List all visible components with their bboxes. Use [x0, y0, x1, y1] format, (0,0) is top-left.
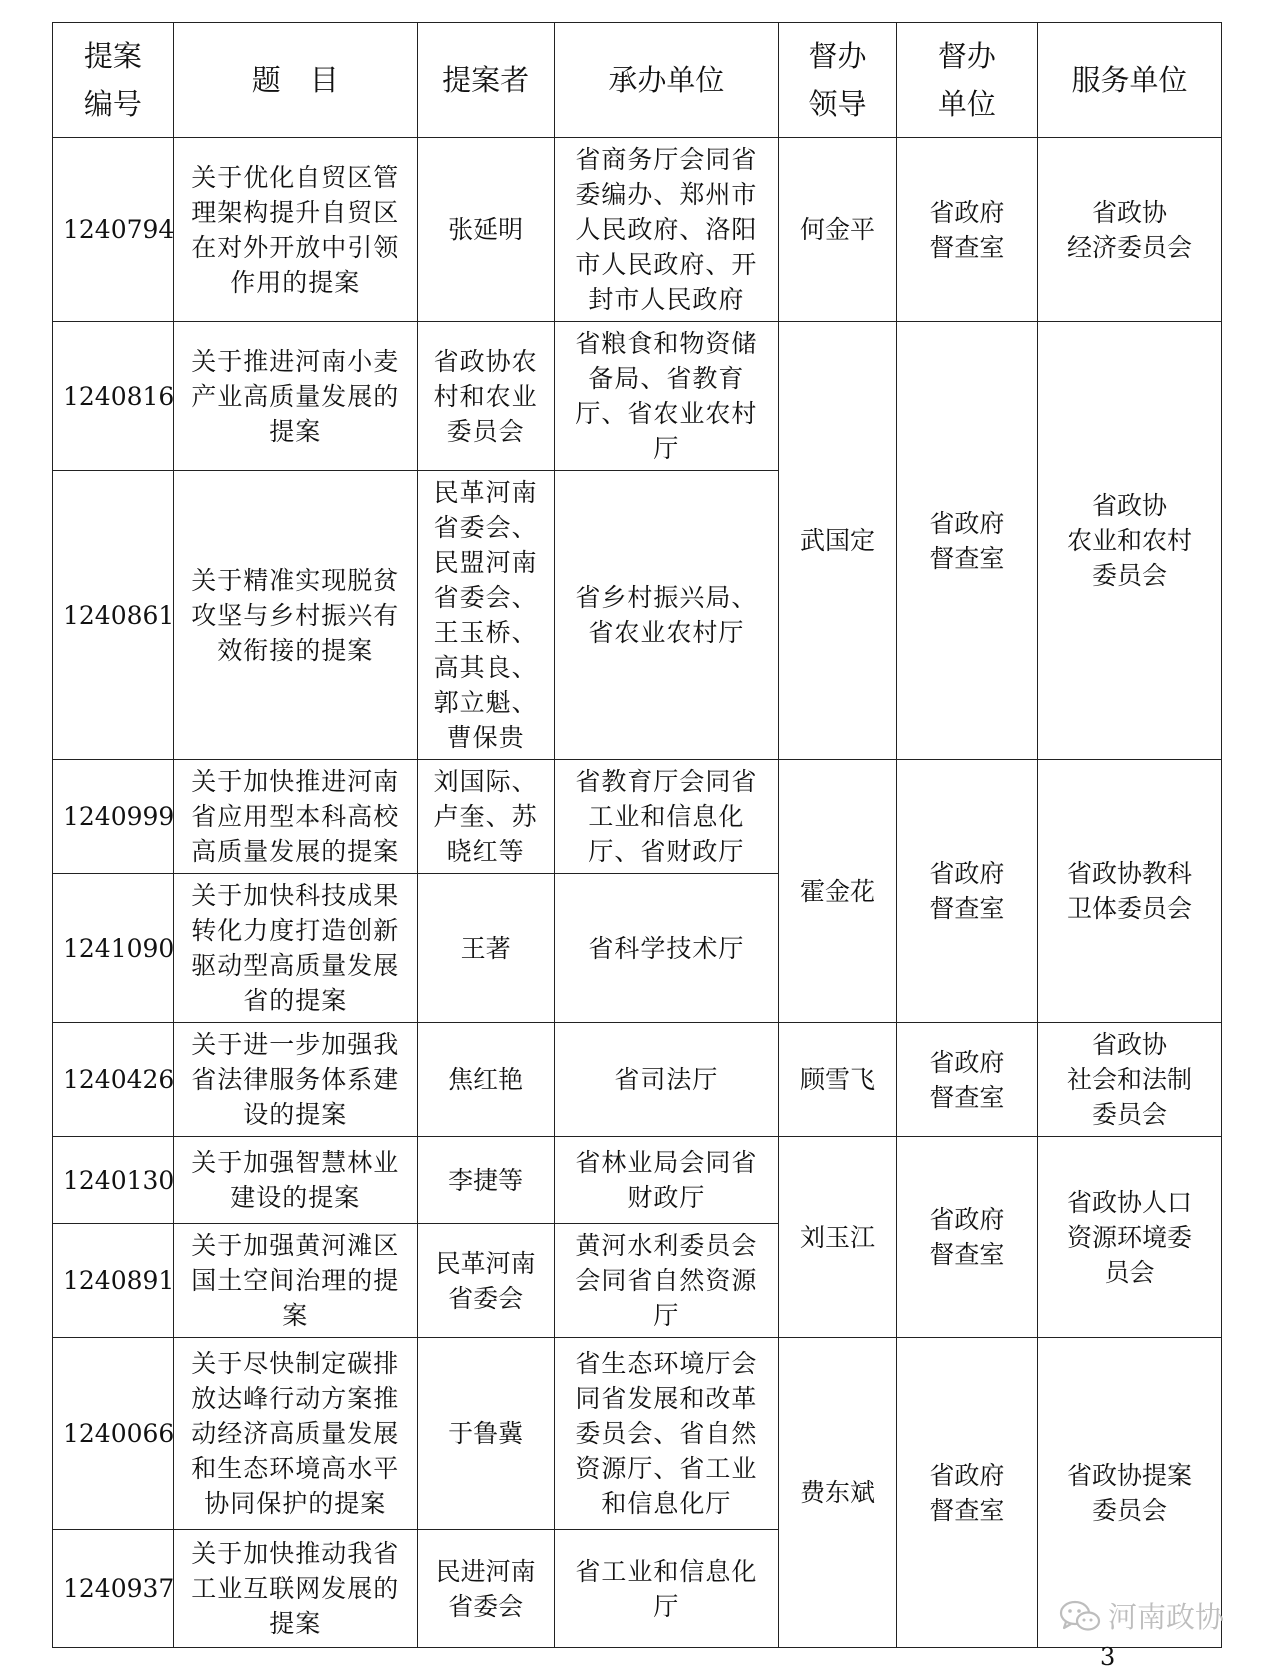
proposer: 省政协农村和农业委员会	[417, 322, 554, 471]
proposal-title: 关于尽快制定碳排放达峰行动方案推动经济高质量发展和生态环境高水平协同保护的提案	[173, 1338, 417, 1530]
service-unit: 省政协教科 卫体委员会	[1037, 760, 1221, 1023]
proposal-title: 关于精准实现脱贫攻坚与乡村振兴有效衔接的提案	[173, 471, 417, 760]
proposal-title: 关于加快科技成果转化力度打造创新驱动型高质量发展省的提案	[173, 874, 417, 1023]
table-row	[53, 138, 1222, 322]
undertaker: 省粮食和物资储备局、省教育厅、省农业农村厅	[554, 322, 779, 471]
header-undertaker: 承办单位	[554, 23, 779, 138]
watermark-text: 河南政协	[1108, 1600, 1225, 1634]
service-unit: 省政协人口 资源环境委 员会	[1037, 1137, 1221, 1338]
header-number: 提案 编号	[53, 23, 174, 138]
proposer: 李捷等	[417, 1137, 554, 1224]
proposer: 民革河南省委会、民盟河南省委会、王玉桥、高其良、郭立魁、曹保贵	[417, 471, 554, 760]
page-number: 3	[1100, 1643, 1116, 1671]
header-title: 题 目	[173, 23, 417, 138]
service-unit: 省政协 经济委员会	[1037, 138, 1221, 322]
table-row	[53, 1338, 1222, 1530]
proposer: 焦红艳	[417, 1023, 554, 1137]
service-unit: 省政协 社会和法制 委员会	[1037, 1023, 1221, 1137]
supervising-unit: 省政府 督查室	[896, 760, 1037, 1023]
undertaker: 黄河水利委员会会同省自然资源厅	[554, 1224, 779, 1338]
undertaker: 省教育厅会同省工业和信息化厅、省财政厅	[554, 760, 779, 874]
proposer: 民进河南 省委会	[417, 1530, 554, 1648]
proposer: 民革河南 省委会	[417, 1224, 554, 1338]
proposal-title: 关于优化自贸区管理架构提升自贸区在对外开放中引领作用的提案	[173, 138, 417, 322]
header-row	[53, 23, 1222, 138]
table-row	[53, 1137, 1222, 1224]
proposal-number: 1240130	[53, 1137, 174, 1224]
supervising-leader: 霍金花	[779, 760, 897, 1023]
proposal-title: 关于加强智慧林业建设的提案	[173, 1137, 417, 1224]
supervising-unit: 省政府 督查室	[896, 322, 1037, 760]
supervising-leader: 武国定	[779, 322, 897, 760]
proposal-number: 1241090	[53, 874, 174, 1023]
header-proposer: 提案者	[417, 23, 554, 138]
watermark	[1058, 1595, 1224, 1636]
service-unit: 省政协 农业和农村 委员会	[1037, 322, 1221, 760]
proposer: 刘国际、卢奎、苏晓红等	[417, 760, 554, 874]
undertaker: 省生态环境厅会同省发展和改革委员会、省自然资源厅、省工业和信息化厅	[554, 1338, 779, 1530]
proposal-title: 关于加快推动我省工业互联网发展的提案	[173, 1530, 417, 1648]
proposal-number: 1240937	[53, 1530, 174, 1648]
undertaker: 省司法厅	[554, 1023, 779, 1137]
table-row	[53, 1023, 1222, 1137]
proposal-title: 关于推进河南小麦产业高质量发展的提案	[173, 322, 417, 471]
proposal-title: 关于加快推进河南省应用型本科高校高质量发展的提案	[173, 760, 417, 874]
supervising-unit: 省政府 督查室	[896, 1023, 1037, 1137]
supervising-leader: 顾雪飞	[779, 1023, 897, 1137]
undertaker: 省科学技术厅	[554, 874, 779, 1023]
supervising-unit: 省政府 督查室	[896, 1338, 1037, 1648]
proposal-number: 1240999	[53, 760, 174, 874]
undertaker: 省乡村振兴局、省农业农村厅	[554, 471, 779, 760]
wechat-icon	[1058, 1599, 1102, 1633]
supervising-unit: 省政府 督查室	[896, 138, 1037, 322]
proposal-title: 关于加强黄河滩区国土空间治理的提案	[173, 1224, 417, 1338]
header-leader: 督办 领导	[779, 23, 897, 138]
proposal-number: 1240426	[53, 1023, 174, 1137]
table-row	[53, 760, 1222, 874]
proposal-number: 1240891	[53, 1224, 174, 1338]
service-unit: 省政协提案 委员会	[1037, 1338, 1221, 1648]
supervising-unit: 省政府 督查室	[896, 1137, 1037, 1338]
supervising-leader: 刘玉江	[779, 1137, 897, 1338]
header-supervisor: 督办 单位	[896, 23, 1037, 138]
proposer: 王著	[417, 874, 554, 1023]
proposal-number: 1240861	[53, 471, 174, 760]
proposer: 张延明	[417, 138, 554, 322]
undertaker: 省商务厅会同省委编办、郑州市人民政府、洛阳市人民政府、开封市人民政府	[554, 138, 779, 322]
undertaker: 省工业和信息化厅	[554, 1530, 779, 1648]
header-service: 服务单位	[1037, 23, 1221, 138]
table-row	[53, 322, 1222, 471]
proposal-number: 1240794	[53, 138, 174, 322]
proposal-table	[52, 22, 1225, 1648]
proposer: 于鲁冀	[417, 1338, 554, 1530]
proposal-number: 1240816	[53, 322, 174, 471]
supervising-leader: 何金平	[779, 138, 897, 322]
supervising-leader: 费东斌	[779, 1338, 897, 1648]
undertaker: 省林业局会同省财政厅	[554, 1137, 779, 1224]
proposal-number: 1240066	[53, 1338, 174, 1530]
proposal-title: 关于进一步加强我省法律服务体系建设的提案	[173, 1023, 417, 1137]
